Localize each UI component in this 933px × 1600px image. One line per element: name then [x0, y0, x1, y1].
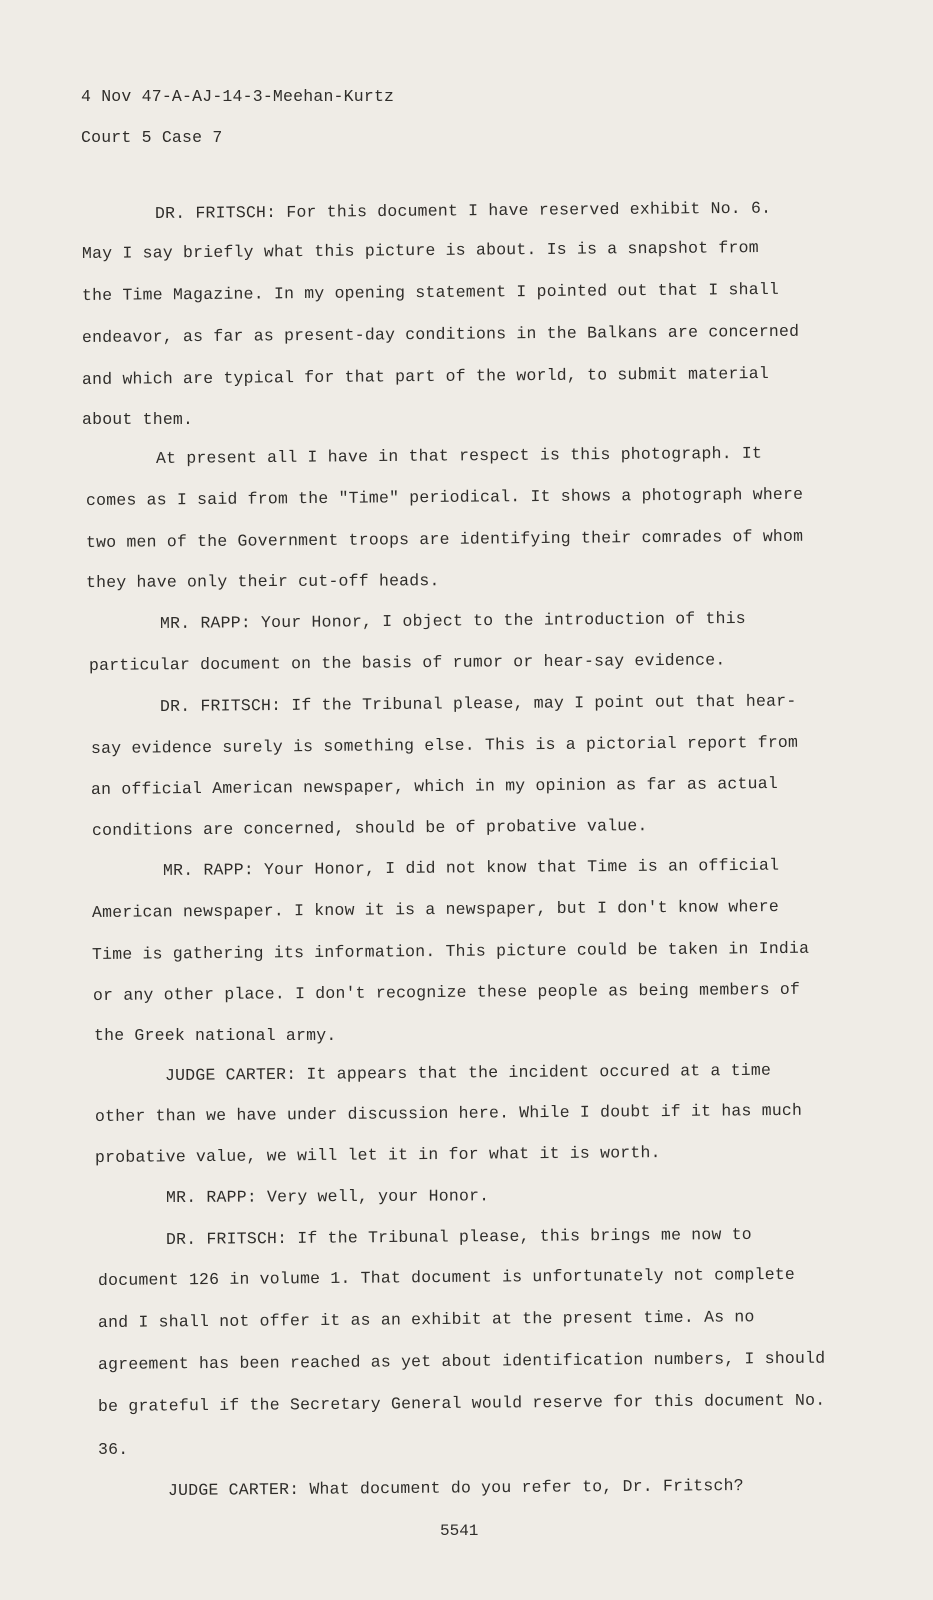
- transcript-line: two men of the Government troops are identifying their comrades of whom: [85, 526, 804, 552]
- transcript-line: they have only their cut-off heads.: [85, 571, 440, 592]
- transcript-line: probative value, we will let it in for what it is worth.: [94, 1143, 661, 1167]
- transcript-line: particular document on the basis of rumor or hear-say evidence.: [88, 650, 726, 675]
- transcript-line: say evidence surely is something else. This is a pictorial report from: [90, 732, 799, 758]
- court-case: Court 5 Case 7: [81, 128, 223, 147]
- transcript-line: about them.: [82, 410, 194, 429]
- transcript-line: document 126 in volume 1. That document is unfortunately not complete: [97, 1264, 796, 1290]
- transcript-line: and I shall not offer it as an exhibit at the present time. As no: [97, 1307, 755, 1332]
- transcript-line: other than we have under discussion here. While I doubt if it has much: [94, 1100, 803, 1126]
- transcript-line: DR. FRITSCH: If the Tribunal please, this brings me now to: [165, 1224, 752, 1249]
- transcript-line: MR. RAPP: Your Honor, I object to the introduction of this: [159, 608, 746, 633]
- transcript-line: an official American newspaper, which in my opinion as far as actual: [90, 774, 778, 799]
- transcript-line: DR. FRITSCH: For this document I have reserved exhibit No. 6.: [154, 198, 772, 223]
- transcript-line: MR. RAPP: Your Honor, I did not know that Time is an official: [162, 855, 780, 880]
- transcript-line: conditions are concerned, should be of probative value.: [91, 816, 648, 840]
- transcript-line: American newspaper. I know it is a newspaper, but I don't know where: [91, 897, 779, 922]
- transcript-line: agreement has been reached as yet about identification numbers, I should: [97, 1348, 826, 1374]
- transcript-line: endeavor, as far as present-day conditions in the Balkans are concerned: [81, 321, 800, 347]
- transcript-line: DR. FRITSCH: If the Tribunal please, may I point out that hear-: [159, 691, 797, 716]
- transcript-line: At present all I have in that respect is this photograph. It: [155, 443, 763, 468]
- document-reference: 4 Nov 47-A-AJ-14-3-Meehan-Kurtz: [81, 87, 395, 106]
- transcript-line: 36.: [98, 1440, 129, 1459]
- transcript-line: be grateful if the Secretary General would reserve for this document No.: [97, 1390, 826, 1416]
- transcript-line: the Greek national army.: [94, 1026, 337, 1045]
- transcript-line: May I say briefly what this picture is about. Is is a snapshot from: [81, 238, 759, 263]
- transcript-line: the Time Magazine. In my opening statement I pointed out that I shall: [81, 279, 780, 305]
- transcript-line: MR. RAPP: Very well, your Honor.: [165, 1186, 490, 1207]
- transcript-line: JUDGE CARTER: What document do you refer to, Dr. Fritsch?: [167, 1475, 744, 1500]
- transcript-line: comes as I said from the "Time" periodical. It shows a photograph where: [85, 484, 804, 510]
- transcript-line: JUDGE CARTER: It appears that the incident occured at a time: [164, 1060, 772, 1085]
- page-number: 5541: [440, 1522, 479, 1540]
- transcript-line: or any other place. I don't recognize these people as being members of: [92, 979, 801, 1005]
- transcript-line: Time is gathering its information. This picture could be taken in India: [91, 938, 810, 964]
- transcript-line: and which are typical for that part of the world, to submit material: [81, 364, 769, 389]
